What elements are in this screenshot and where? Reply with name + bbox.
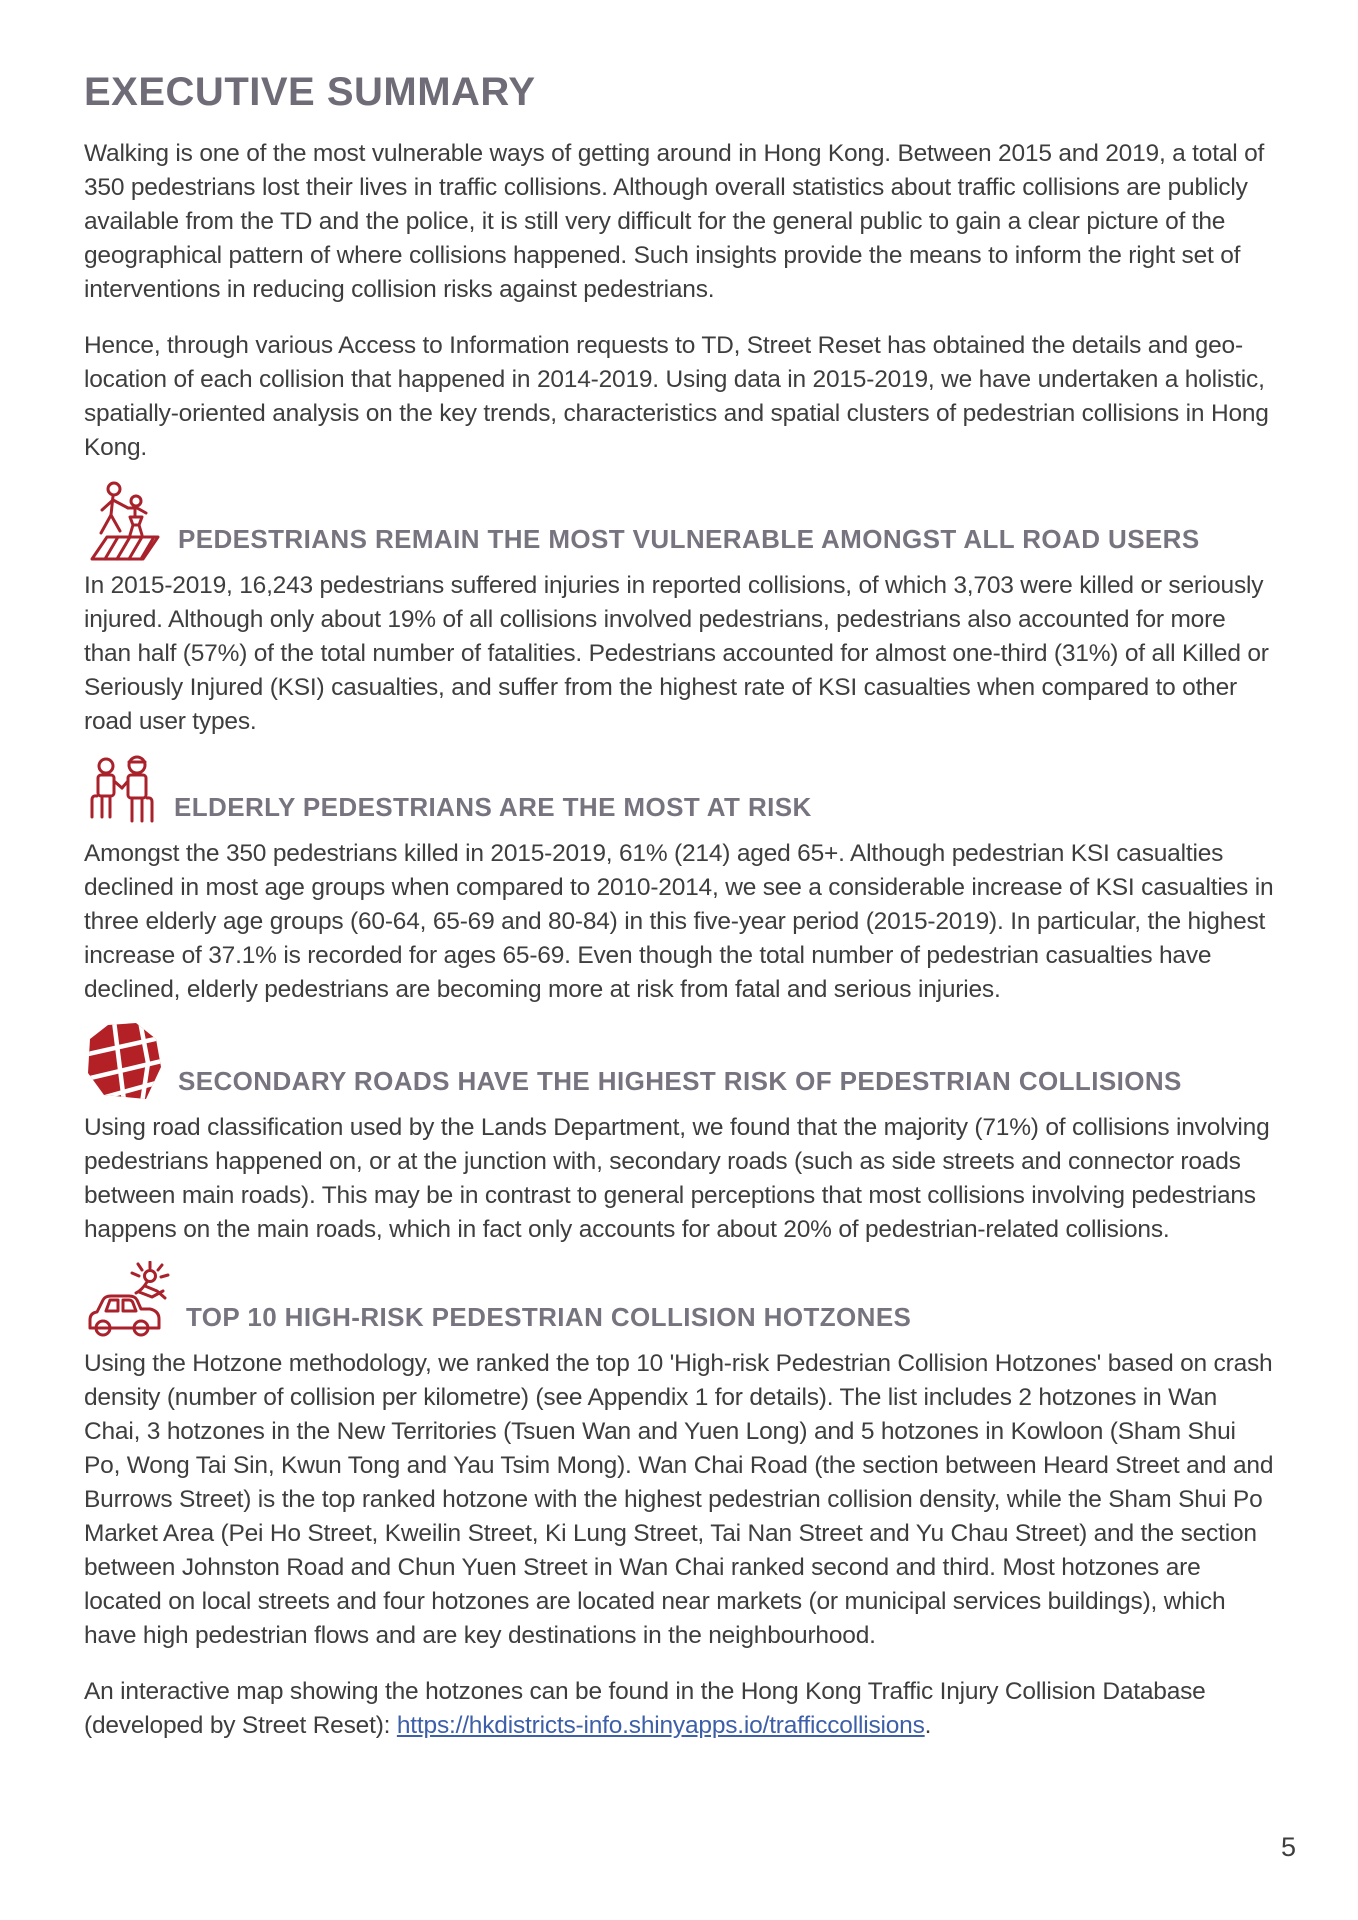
page-number: 5 (1280, 1832, 1296, 1862)
section-header-secondary-roads (84, 1021, 1274, 1105)
section-heading: SECONDARY ROADS HAVE THE HIGHEST RISK OF PEDESTRIAN COLLISIONS (178, 1066, 1182, 1096)
section-header-elderly (84, 753, 1274, 831)
section-header-pedestrians (84, 479, 1274, 563)
elderly-pedestrians-icon (84, 753, 160, 831)
section-body: In 2015-2019, 16,243 pedestrians suffered injuries in reported collisions, of which 3,703 were killed or seriously injured. Although only about 19% of all collisions involved pedestrians, pedestrians also accounted for more than half (57%) of the total number of fatalities. Pedestrians accounted for almost one-third (31%) of all Killed or Seriously Injured (KSI) casualties, and suffer from the highest rate of KSI casualties when compared to other road user types. (84, 572, 1269, 735)
database-link[interactable]: https://hkdistricts-info.shinyapps.io/trafficcollisions (396, 1712, 925, 1739)
page-title: EXECUTIVE SUMMARY (84, 70, 536, 114)
section-body: Using road classification used by the Lands Department, we found that the majority (71%) of collisions involving pedestrians happened on, or at the junction with, secondary roads (such as side streets and connector roads between main roads). This may be in contrast to general perceptions that most collisions involving pedestrians happens on the main roads, which in fact only accounts for about 20% of pedestrian-related collisions. (84, 1114, 1270, 1243)
road-map-icon (84, 1021, 164, 1105)
crosswalk-pedestrians-icon (84, 479, 164, 563)
section-heading: TOP 10 HIGH-RISK PEDESTRIAN COLLISION HOTZONES (186, 1302, 912, 1332)
intro-paragraph-2: Hence, through various Access to Information requests to TD, Street Reset has obtained the details and geo-location of each collision that happened in 2014-2019. Using data in 2015-2019, we have undertaken a holistic, spatially-oriented analysis on the key trends, characteristics and spatial clusters of pedestrian collisions in Hong Kong. (84, 332, 1269, 461)
footer-paragraph (84, 1675, 1276, 1743)
section-heading: ELDERLY PEDESTRIANS ARE THE MOST AT RISK (174, 792, 812, 822)
section-body: Using the Hotzone methodology, we ranked the top 10 'High-risk Pedestrian Collision Hotzones' based on crash density (number of collision per kilometre) (see Appendix 1 for details). The list includes 2 hotzones in Wan Chai, 3 hotzones in the New Territories (Tsuen Wan and Yuen Long) and 5 hotzones in Kowloon (Sham Shui Po, Wong Tai Sin, Kwun Tong and Yau Tsim Mong). Wan Chai Road (the section between Heard Street and and Burrows Street) is the top ranked hotzone with the highest pedestrian collision density, while the Sham Shui Po Market Area (Pei Ho Street, Kweilin Street, Ki Lung Street, Tai Nan Street and Yu Chau Street) and the section between Johnston Road and Chun Yuen Street in Wan Chai ranked second and third. Most hotzones are located on local streets and four hotzones are located near markets (or municipal services buildings), which have high pedestrian flows and are key destinations in the neighbourhood. (84, 1350, 1274, 1649)
section-body: Amongst the 350 pedestrians killed in 2015-2019, 61% (214) aged 65+. Although pedestrian KSI casualties declined in most age groups when compared to 2010-2014, we see a considerable increase of KSI casualties in three elderly age groups (60-64, 65-69 and 80-84) in this five-year period (2015-2019). In particular, the highest increase of 37.1% is recorded for ages 65-69. Even though the total number of pedestrian casualties have declined, elderly pedestrians are becoming more at risk from fatal and serious injuries. (84, 840, 1274, 1003)
intro-paragraph-1: Walking is one of the most vulnerable ways of getting around in Hong Kong. Between 2015 and 2019, a total of 350 pedestrians lost their lives in traffic collisions. Although overall statistics about traffic collisions are publicly available from the TD and the police, it is still very difficult for the general public to gain a clear picture of the geographical pattern of where collisions happened. Such insights provide the means to inform the right set of interventions in reducing collision risks against pedestrians. (84, 140, 1265, 303)
section-header-hotzones (84, 1261, 1274, 1341)
footer-suffix: . (924, 1712, 932, 1739)
footer-text: An interactive map showing the hotzones can be found in the Hong Kong Traffic Injury Collision Database (developed by Street Reset): (84, 1678, 1206, 1739)
section-heading: PEDESTRIANS REMAIN THE MOST VULNERABLE AMONGST ALL ROAD USERS (178, 524, 1200, 554)
car-collision-icon (84, 1261, 172, 1341)
